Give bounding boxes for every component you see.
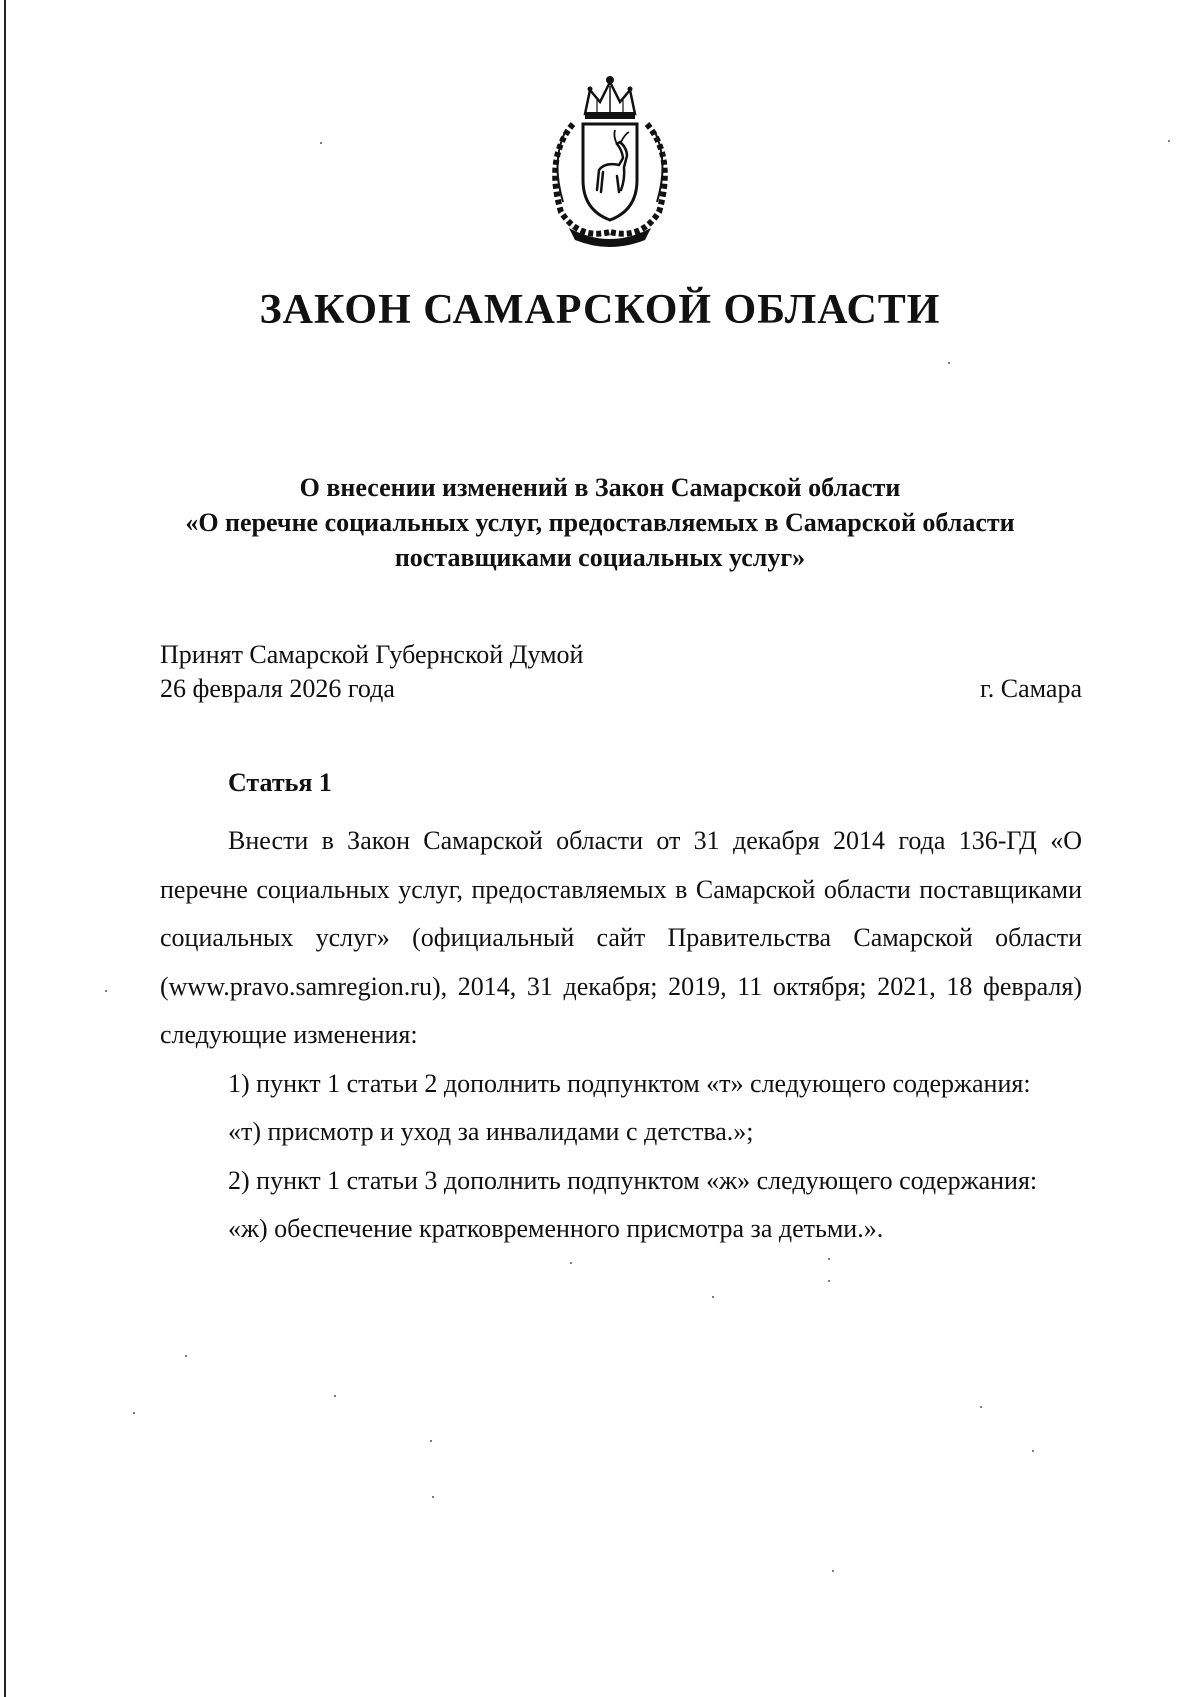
article-paragraph: Внести в Закон Самарской области от 31 декабря 2014 года 136-ГД «О перечне социальных услуг, предоставляемых в Самарской области поставщиками социальных услуг» (официальный сайт Правительства Самарской области (www.pravo.samregion.ru), 2014, 31 декабря; 2019, 11 октября; 2021, 18 февраля) следующие изменения:: [160, 826, 1082, 1049]
article-paragraph: «ж) обеспечение кратковременного присмотра за детьми.».: [228, 1214, 884, 1243]
scan-speck: [832, 1570, 834, 1572]
scan-speck: [432, 1496, 434, 1498]
scan-speck: [948, 362, 950, 364]
article-paragraph: 1) пункт 1 статьи 2 дополнить подпунктом «т» следующего содержания:: [228, 1068, 1031, 1098]
adopted-by: Принят Самарской Губернской Думой: [160, 640, 584, 669]
article-paragraph: «т) присмотр и уход за инвалидами с детства.»;: [228, 1117, 754, 1146]
document-title: ЗАКОН САМАРСКОЙ ОБЛАСТИ: [259, 287, 941, 333]
coat-of-arms-icon: [535, 72, 685, 252]
subtitle-line: поставщиками социальных услуг»: [394, 543, 806, 572]
adoption-info: [160, 638, 583, 706]
adopted-date: 26 февраля 2026 года: [160, 674, 395, 703]
scan-speck: [320, 142, 322, 144]
document-subtitle: [100, 470, 1100, 575]
scan-speck: [980, 1406, 982, 1408]
scan-edge-line: [4, 0, 6, 1697]
scan-speck: [185, 1355, 187, 1357]
subtitle-line: О внесении изменений в Закон Самарской области: [299, 473, 901, 502]
article-body: [160, 817, 1082, 1254]
article-paragraph: 2) пункт 1 статьи 3 дополнить подпунктом «ж» следующего содержания:: [228, 1165, 1038, 1195]
article-heading: Статья 1: [228, 768, 332, 797]
city: г. Самара: [980, 674, 1082, 703]
scan-speck: [430, 1440, 432, 1442]
subtitle-line: «О перечне социальных услуг, предоставляемых в Самарской области: [185, 508, 1015, 537]
scan-speck: [570, 1262, 572, 1264]
scan-speck: [828, 1280, 830, 1282]
scan-speck: [133, 1412, 135, 1414]
scan-speck: [105, 990, 107, 992]
scan-speck: [334, 1395, 336, 1397]
scan-speck: [828, 1258, 830, 1260]
scan-speck: [1168, 140, 1170, 142]
scan-speck: [1032, 1450, 1034, 1452]
scan-speck: [712, 1296, 714, 1298]
